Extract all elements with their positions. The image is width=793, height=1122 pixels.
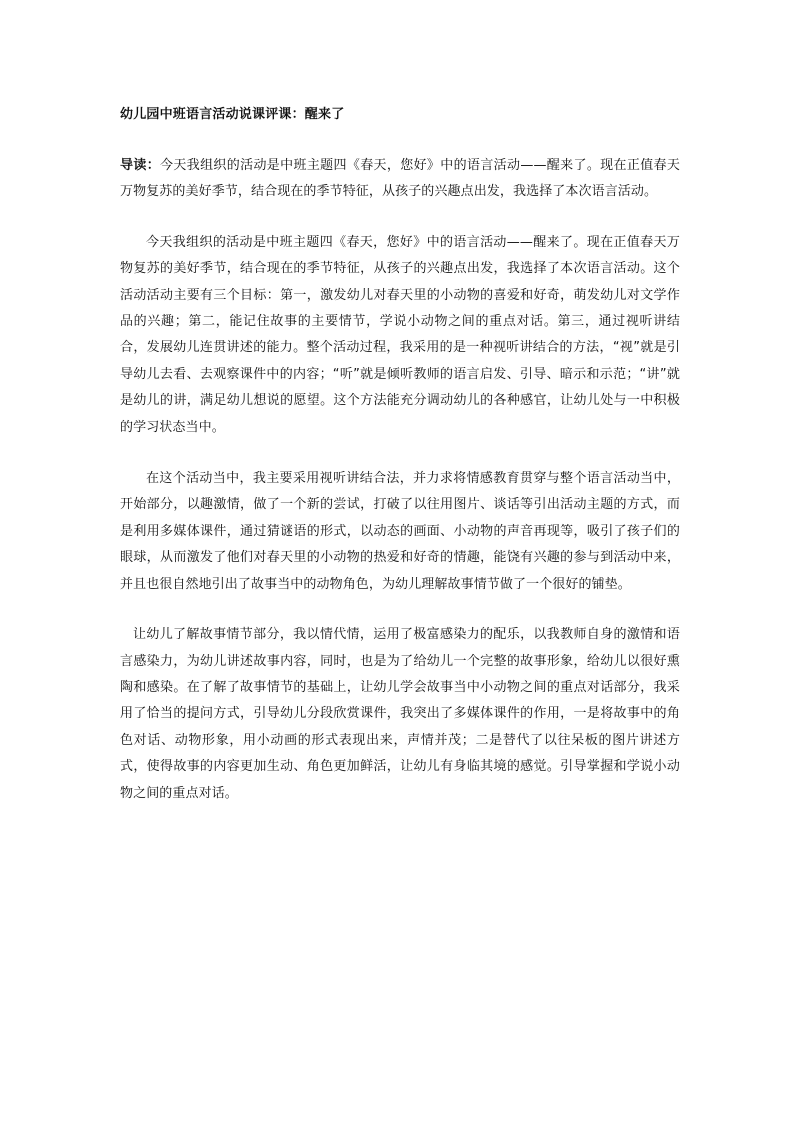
paragraph-3: 让幼儿了解故事情节部分，我以情代情，运用了极富感染力的配乐，以我教师自身的激情和语言感染力，为幼儿讲述故事内容，同时，也是为了给幼儿一个完整的故事形象，给幼儿以很好熏陶和感染。在了解了故事情节的基础上，让幼儿学会故事当中小动物之间的重点对话部分，我采用了恰当的提问方式，引导幼儿分段欣赏课件，我突出了多媒体课件的作用，一是将故事中的角色对话、动物形象，用小动画的形式表现出来，声情并茂；二是替代了以往呆板的图片讲述方式，使得故事的内容更加生动、角色更加鲜活，让幼儿有身临其境的感觉。引导掌握和学说小动物之间的重点对话。 bbox=[120, 627, 680, 801]
document-body bbox=[120, 105, 680, 807]
paragraph-1: 今天我组织的活动是中班主题四《春天，您好》中的语言活动——醒来了。现在正值春天万物复苏的美好季节，结合现在的季节特征，从孩子的兴趣点出发，我选择了本次语言活动。这个活动活动主要有三个目标：第一，激发幼儿对春天里的小动物的喜爱和好奇，萌发幼儿对文学作品的兴趣；第二，能记住故事的主要情节，学说小动物之间的重点对话。第三，通过视听讲结合，发展幼儿连贯讲述的能力。整个活动过程，我采用的是一种视听讲结合的方法，“视”就是引导幼儿去看、去观察课件中的内容；“听”就是倾听教师的语言启发、引导、暗示和示范；“讲”就是幼儿的讲，满足幼儿想说的愿望。这个方法能充分调动幼儿的各种感官，让幼儿处与一中积极的学习状态当中。 bbox=[120, 234, 680, 435]
lead-text: 今天我组织的活动是中班主题四《春天，您好》中的语言活动——醒来了。现在正值春天万物复苏的美好季节，结合现在的季节特征，从孩子的兴趣点出发，我选择了本次语言活动。 bbox=[120, 158, 680, 200]
lead-label: 导读： bbox=[120, 158, 161, 173]
document-title: 幼儿园中班语言活动说课评课：醒来了 bbox=[120, 107, 345, 122]
paragraph-2: 在这个活动当中，我主要采用视听讲结合法，并力求将情感教育贯穿与整个语言活动当中，开始部分，以趣激情，做了一个新的尝试，打破了以往用图片、谈话等引出活动主题的方式，而是利用多媒体课件，通过猜谜语的形式，以动态的画面、小动物的声音再现等，吸引了孩子们的眼球，从而激发了他们对春天里的小动物的热爱和好奇的情趣，能饶有兴趣的参与到活动中来，并且也很自然地引出了故事当中的动物角色，为幼儿理解故事情节做了一个很好的铺垫。 bbox=[120, 471, 680, 592]
lead-paragraph bbox=[120, 153, 680, 206]
